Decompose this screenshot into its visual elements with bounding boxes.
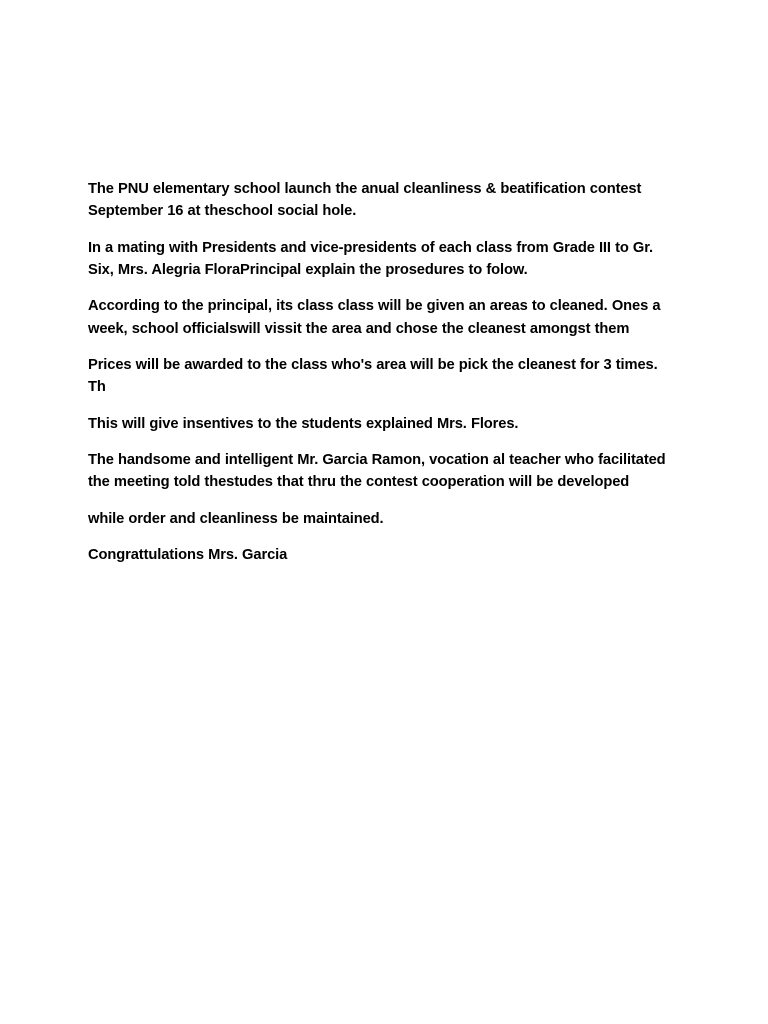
paragraph: Congrattulations Mrs. Garcia xyxy=(88,547,288,564)
paragraph: The handsome and intelligent Mr. Garcia Ramon, vocation al teacher who facilitated the meeting told thestudes that thru the contest cooperation will be developed xyxy=(88,452,666,491)
paragraph: Prices will be awarded to the class who's area will be pick the cleanest for 3 times. Th xyxy=(88,357,658,396)
document-body xyxy=(88,178,678,566)
paragraph: According to the principal, its class class will be given an areas to cleaned. Ones a week, school officialswill vissit the area and chose the cleanest amongst them xyxy=(88,298,661,337)
paragraph: The PNU elementary school launch the anual cleanliness & beatification contest September 16 at theschool social hole. xyxy=(88,181,642,220)
paragraph: while order and cleanliness be maintained. xyxy=(88,510,384,527)
paragraph: This will give insentives to the students explained Mrs. Flores. xyxy=(88,415,519,432)
paragraph: In a mating with Presidents and vice-presidents of each class from Grade III to Gr. Six, Mrs. Alegria FloraPrincipal explain the prosedures to folow. xyxy=(88,239,654,279)
